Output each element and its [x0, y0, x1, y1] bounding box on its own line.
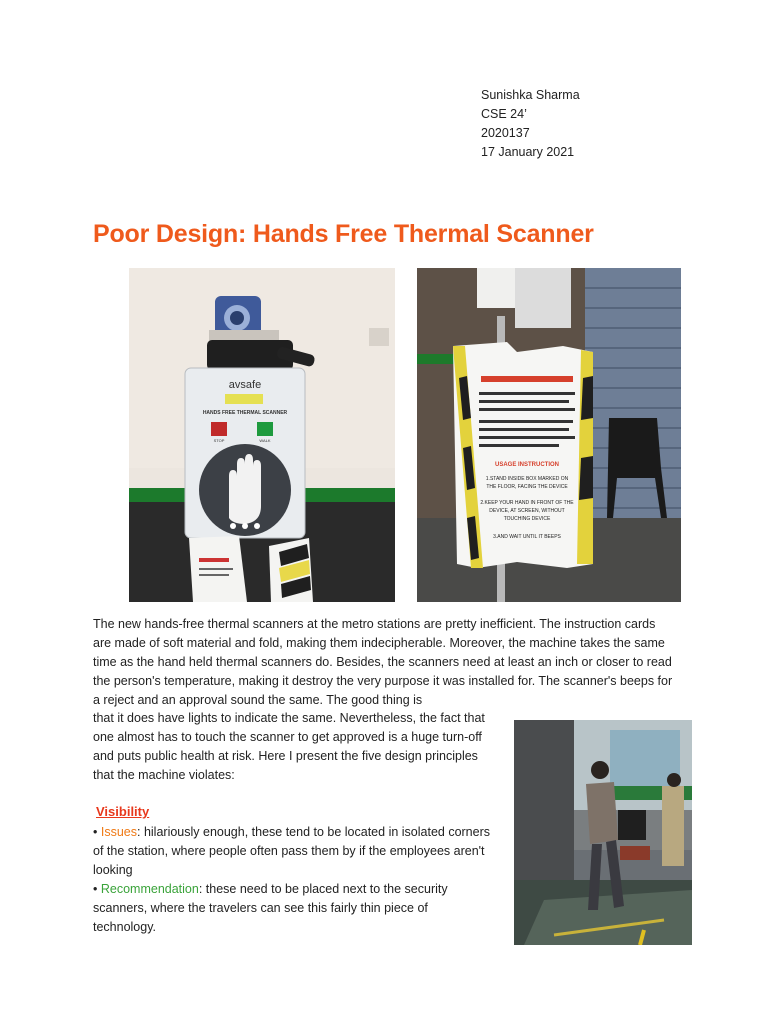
device-label-text: HANDS FREE THERMAL SCANNER	[202, 410, 288, 416]
visibility-bullets	[93, 823, 493, 937]
page-title: Poor Design: Hands Free Thermal Scanner	[93, 220, 594, 248]
recommendation-text: : these need to be placed next to the security scanners, where the travelers can see this fairly thin piece of technology.	[93, 882, 448, 934]
issues-text: : hilariously enough, these tend to be located in isolated corners of the station, where people often pass them by if the employees aren't looking	[93, 825, 491, 877]
section-heading-visibility: Visibility	[96, 804, 150, 819]
usage-heading-text: USAGE INSTRUCTION	[494, 462, 560, 468]
principles-paragraph: that it does have lights to indicate the same. Nevertheless, the fact that one almost has to touch the scanner to get approved is a huge turn-off and puts public health at risk. Here I present the five design principles that the machine violates:	[93, 711, 485, 782]
usage-line-4: DEVICE, AT SCREEN, WITHOUT	[489, 508, 565, 514]
recommendation-label: Recommendation	[100, 882, 199, 896]
instruction-card-photo	[417, 268, 681, 602]
usage-line-2: THE FLOOR, FACING THE DEVICE	[486, 484, 568, 490]
usage-line-3: 2.KEEP YOUR HAND IN FRONT OF THE	[480, 500, 574, 506]
issues-label: Issues	[100, 825, 137, 839]
stop-label-text: STOP	[213, 438, 225, 443]
issues-bullet: • Issues: hilariously enough, these tend to be located in isolated corners of the station, where people often pass them by if the employees aren't looking	[93, 825, 491, 877]
intro-paragraph: The new hands-free thermal scanners at the metro stations are pretty inefficient. The instruction cards are made of soft material and fold, making them indecipherable. Moreover, the machine takes the same time as the hand held thermal scanners do. Besides, the scanners need at least an inch or closer to read the person's temperature, making it destroy the very purpose it was installed for. The scanner's beeps for a reject and an approval sound the same. The good thing is	[93, 617, 673, 707]
author-name: Sunishka Sharma	[481, 88, 580, 102]
walk-label-text: WALK	[259, 438, 271, 443]
author-class: CSE 24’	[481, 107, 527, 121]
recommendation-bullet: • Recommendation: these need to be placed next to the security scanners, where the travelers can see this fairly thin piece of technology.	[93, 882, 448, 934]
usage-line-5: TOUCHING DEVICE	[503, 516, 551, 522]
station-corridor-photo	[514, 720, 692, 945]
author-roll: 2020137	[481, 126, 530, 140]
author-block	[481, 86, 580, 162]
usage-line-1: 1.STAND INSIDE BOX MARKED ON	[485, 476, 569, 482]
document-date: 17 January 2021	[481, 145, 575, 159]
usage-line-6: 3.AND WAIT UNTIL IT BEEPS	[493, 534, 561, 540]
device-brand-text: avsafe	[228, 379, 262, 391]
scanner-device-photo	[129, 268, 395, 602]
